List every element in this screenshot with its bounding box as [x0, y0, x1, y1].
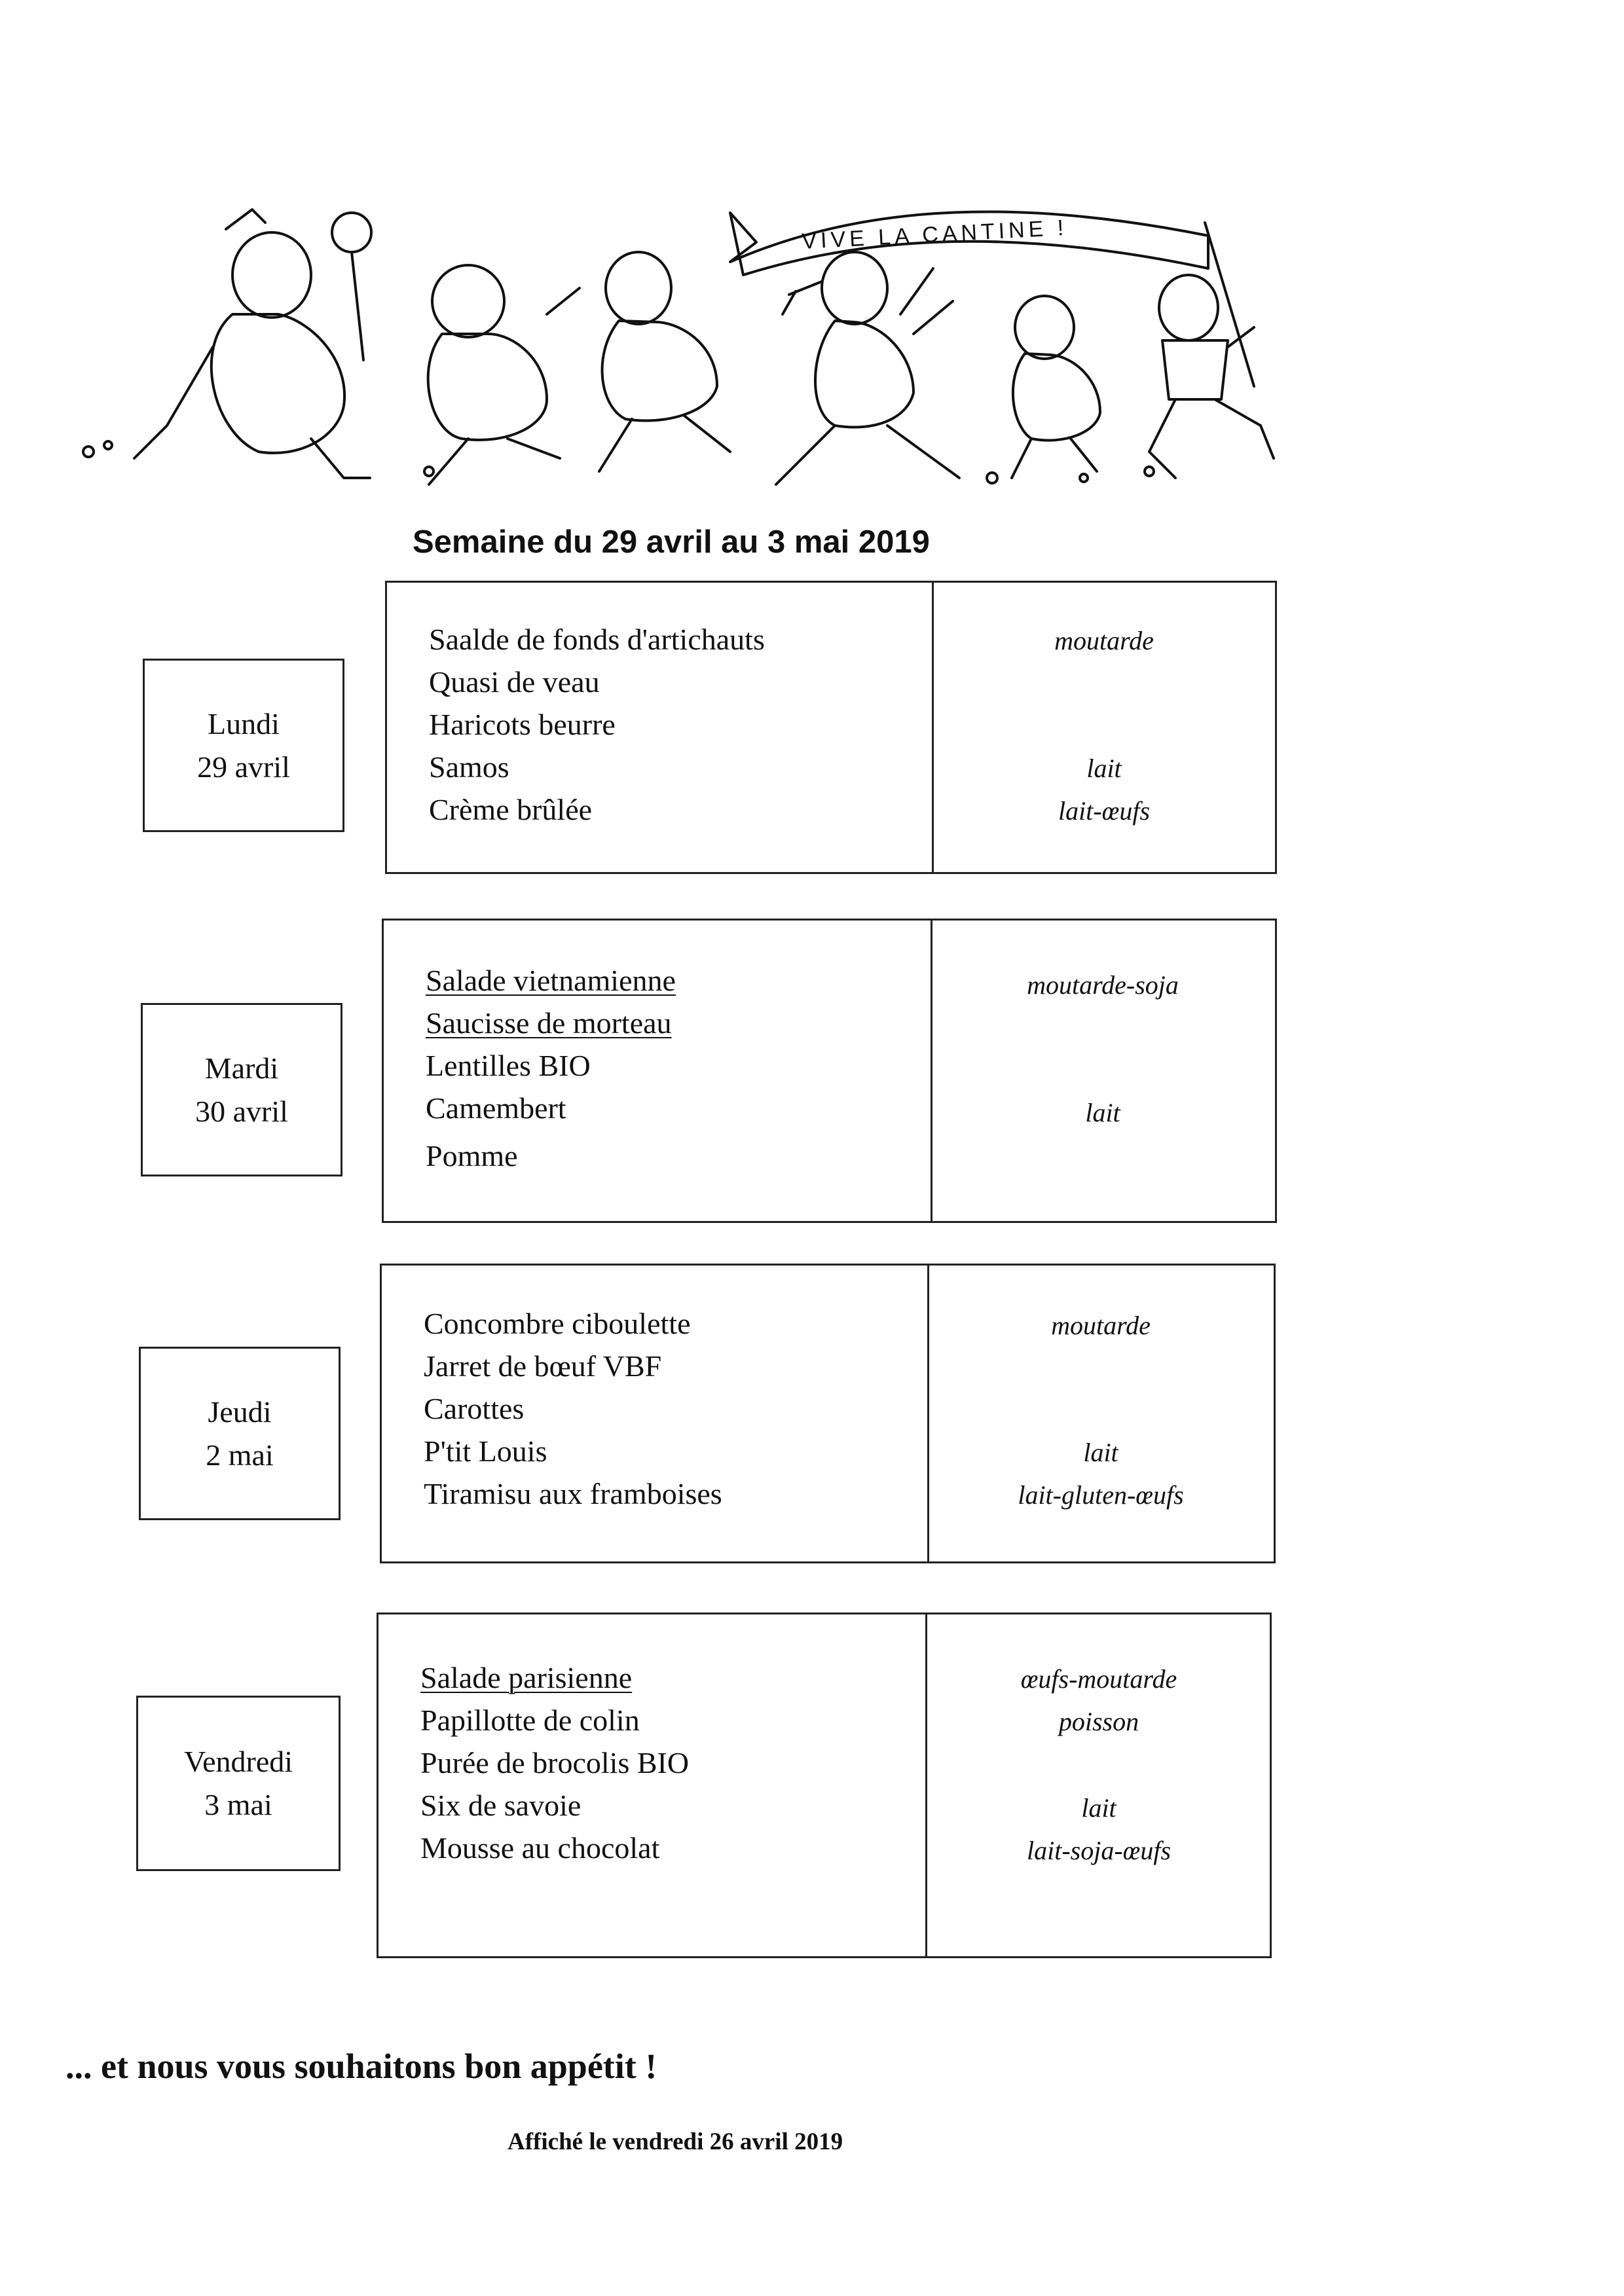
- running-children-illustration: [62, 151, 1287, 517]
- dish-item: Tiramisu aux framboises: [424, 1477, 722, 1510]
- menu-column-divider: [931, 920, 932, 1221]
- dish-item: Carottes: [424, 1392, 525, 1425]
- allergen-note: lait: [1081, 1793, 1116, 1823]
- dish-item: Saucisse de morteau: [426, 1006, 672, 1040]
- day-box-mardi: [141, 1003, 342, 1176]
- dish-item: Quasi de veau: [429, 665, 600, 699]
- dish-item: Purée de brocolis BIO: [420, 1746, 690, 1779]
- dish-item: Crème brûlée: [429, 793, 593, 826]
- dish-item: Papillotte de colin: [420, 1704, 640, 1737]
- dish-item: Haricots beurre: [429, 708, 616, 741]
- day-name: Vendredi: [183, 1745, 293, 1778]
- dish-item: Pomme: [426, 1139, 518, 1173]
- menu-box-mardi: [382, 919, 1277, 1223]
- dish-item: Samos: [429, 750, 509, 784]
- allergen-note: moutarde: [1051, 1311, 1151, 1340]
- day-date: 30 avril: [195, 1094, 288, 1128]
- allergen-note: poisson: [1058, 1707, 1139, 1736]
- dish-item: Salade parisienne: [420, 1661, 633, 1694]
- menu-box-lundi: [385, 581, 1277, 874]
- allergen-note: moutarde-soja: [1027, 970, 1179, 1000]
- allergen-note: lait-soja-œufs: [1026, 1836, 1172, 1865]
- day-name: Mardi: [204, 1051, 279, 1085]
- allergen-note: moutarde: [1054, 626, 1154, 655]
- dish-item: Jarret de bœuf VBF: [424, 1349, 662, 1383]
- dish-item: Concombre ciboulette: [424, 1307, 691, 1340]
- day-box-vendredi: [136, 1696, 341, 1871]
- menu-column-divider: [932, 583, 934, 872]
- dish-item: Saalde de fonds d'artichauts: [429, 623, 765, 656]
- day-date: 2 mai: [206, 1438, 274, 1472]
- menu-box-vendredi: [377, 1613, 1272, 1958]
- allergen-note: lait-œufs: [1058, 796, 1151, 826]
- dish-item: Six de savoie: [420, 1789, 581, 1822]
- day-date: 29 avril: [197, 750, 290, 784]
- dish-item: Mousse au chocolat: [420, 1831, 660, 1865]
- day-name: Lundi: [208, 706, 280, 740]
- menu-column-divider: [927, 1266, 929, 1561]
- allergen-note: œufs-moutarde: [1020, 1664, 1177, 1694]
- week-title: Semaine du 29 avril au 3 mai 2019: [413, 524, 930, 560]
- allergen-note: lait: [1086, 754, 1122, 783]
- allergen-note: lait-gluten-œufs: [1018, 1480, 1184, 1510]
- banner-text: VIVE LA CANTINE !: [801, 215, 1069, 254]
- day-name: Jeudi: [208, 1394, 272, 1429]
- allergen-note: lait: [1085, 1098, 1120, 1127]
- menu-box-jeudi: [380, 1264, 1276, 1563]
- day-box-jeudi: [139, 1347, 341, 1520]
- allergen-note: lait: [1083, 1438, 1118, 1467]
- posted-date: Affiché le vendredi 26 avril 2019: [507, 2128, 843, 2155]
- dish-item: Salade vietnamienne: [426, 964, 676, 997]
- day-date: 3 mai: [204, 1788, 272, 1821]
- day-box-lundi: [143, 659, 344, 832]
- dish-item: P'tit Louis: [424, 1434, 547, 1468]
- closing-message: ... et nous vous souhaitons bon appétit !: [65, 2047, 657, 2086]
- dish-item: Camembert: [426, 1091, 566, 1125]
- dish-item: Lentilles BIO: [426, 1049, 591, 1082]
- menu-column-divider: [925, 1614, 927, 1956]
